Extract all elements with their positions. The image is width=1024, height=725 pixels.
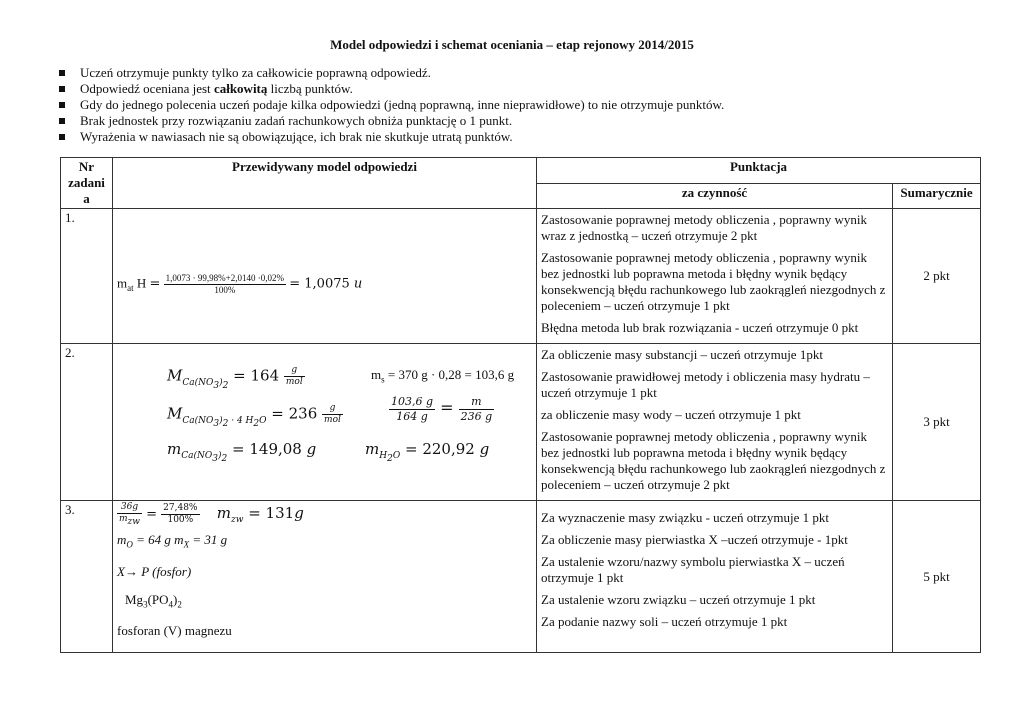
symbol: m [365,440,380,458]
formula-line [117,502,532,528]
result: = 1,0075 [289,276,354,292]
subscript: Ca(NO3)2 [182,377,229,391]
criteria-cell [537,501,893,653]
model-answer [113,501,537,653]
formula-line [167,403,343,431]
criterion: Za ustalenie wzoru związku – uczeń otrzymuje 1 pkt [541,592,816,607]
criterion: Za podanie nazwy soli – uczeń otrzymuje 1 pkt [541,614,788,629]
symbol: M [167,404,183,423]
rule-text: Gdy do jednego polecenia uczeń podaje kilka odpowiedzi (jedną poprawną, inne nieprawidłowe) to nie otrzymuje punktów. [80,97,725,112]
fraction: $\frac{g}{\text{mol}}$ [324,403,341,425]
rule-text: Wyrażenia w nawiasach nie są obowiązujące, ich brak nie skutkuje utratą punktów. [80,129,513,144]
fraction: $\frac{27,48\%}{100\%}$ [163,503,198,526]
fraction: $\frac{g}{\text{mol}}$ [285,365,303,387]
criteria-cell [537,209,893,344]
table-row [61,209,981,344]
header-nr: Nr zadani a [61,158,113,209]
criterion: Zastosowanie poprawnej metody obliczenia , poprawny wynik bez jednostki lub poprawna metoda i błędny wynik będący konsekwencją błędu rachunkowego lub zaokrągleń niezgodnych z poleceniem – uczeń otrzymuje 2 pkt [541,429,886,492]
model-answer [113,344,537,501]
fraction: $\frac{36g}{m_{zw}}$ [119,502,140,527]
task-number: 2. [61,344,113,501]
rule-item [58,97,724,113]
rules-list [58,65,724,145]
points-sum: 3 pkt [893,344,981,501]
fraction: $\frac{m}{236 g}$ [460,395,493,423]
unit: u [353,276,363,292]
rule-text: Brak jednostek przy rozwiązaniu zadań rachunkowych obniża punktację o 1 punkt. [80,113,513,128]
formula-line [365,441,489,467]
fraction: $\frac{103,6 g}{164 g}$ [391,395,434,423]
equals: = [149,276,161,292]
symbol: M [167,366,183,385]
criterion: Błędna metoda lub brak rozwiązania - uczeń otrzymuje 0 pkt [541,320,859,335]
proportion [389,395,494,424]
rule-item [58,129,724,145]
formula-line: $m_O = 64$ g $m_X = 31$ g [117,531,228,550]
equation: = 370 g · 0,28 = 103,6 g [384,367,515,382]
points-sum: 5 pkt [893,501,981,653]
subscript: s [381,374,385,385]
equals: = [435,398,459,417]
header-czynnosc: za czynność [537,183,893,209]
table-row [61,501,981,653]
equation: = 149,08 [227,440,307,458]
criterion: Zastosowanie poprawnej metody obliczenia , poprawny wynik bez jednostki lub poprawna metoda i błędny wynik będący konsekwencją błędu rachunkowego lub zaokrągleń niezgodnych z poleceniem – uczeń otrzymuje 1 pkt [541,250,886,313]
formula-block [117,345,532,481]
equation: = 220,92 [400,440,480,458]
model-answer [113,209,537,344]
formula-line [117,273,532,296]
formula-line [167,365,305,393]
criterion: Za ustalenie wzoru/nazwy symbolu pierwiastka X – uczeń otrzymuje 1 pkt [541,554,845,585]
numerator: 1,0073 · 99,98%+2,0140 ·0,02% [165,273,284,284]
formula-line [167,441,316,467]
equals: = [142,506,162,522]
rule-item [58,81,724,97]
symbol: H [133,275,147,291]
rule-item [58,113,724,129]
criteria-cell [537,344,893,501]
points-sum: 2 pkt [893,209,981,344]
symbol: m [167,440,182,458]
header-model: Przewidywany model odpowiedzi [113,158,537,209]
page-title: Model odpowiedzi i schemat oceniania – etap rejonowy 2014/2015 [330,37,694,52]
criterion: za obliczenie masy wody – uczeń otrzymuje 1 pkt [541,407,801,422]
subscript: at [127,283,134,294]
criterion: Za obliczenie masy pierwiastka X –uczeń otrzymuje - 1pkt [541,532,848,547]
equation: = 164 [228,366,284,385]
compound-formula: $Mg_3(PO_4)_2$ [125,592,182,611]
table-row [61,344,981,501]
element-identification: X→ P (fosfor) [117,564,192,580]
subscript: H2O [379,451,401,464]
formula: $m_{zw} = 131g$ [216,503,304,525]
equation: = 236 [266,404,323,423]
criterion: Zastosowanie poprawnej metody obliczenia , poprawny wynik wraz z jednostką – uczeń otrzymuje 2 pkt [541,212,867,243]
compound-name: fosforan (V) magnezu [117,623,232,639]
table-header-row [61,158,981,184]
criterion: Zastosowanie prawidłowej metody i obliczenia masy hydratu – uczeń otrzymuje 1 pkt [541,369,870,400]
scoring-table [60,157,981,653]
task-number: 3. [61,501,113,653]
formula-line [371,367,514,388]
criterion: Za wyznaczenie masy związku - uczeń otrzymuje 1 pkt [541,510,830,525]
unit: g [479,440,490,458]
subscript: Ca(NO3)2 · 4 H2O [182,415,267,429]
unit: g [306,440,317,458]
header-punktacja: Punktacja [537,158,981,184]
rule-text: Uczeń otrzymuje punkty tylko za całkowicie poprawną odpowiedź. [80,65,431,80]
rule-text: Odpowiedź oceniana jest [80,81,214,96]
symbol: m [117,275,128,291]
task-number: 1. [61,209,113,344]
rule-text: liczbą punktów. [267,81,353,96]
criterion: Za obliczenie masy substancji – uczeń otrzymuje 1pkt [541,347,823,362]
fraction [164,273,286,296]
rule-bold-text: całkowitą [213,81,268,96]
header-sum: Sumarycznie [893,183,981,209]
denominator: 100% [214,285,236,296]
rule-item [58,65,724,81]
symbol: m [371,367,382,382]
subscript: Ca(NO3)2 [181,451,228,464]
